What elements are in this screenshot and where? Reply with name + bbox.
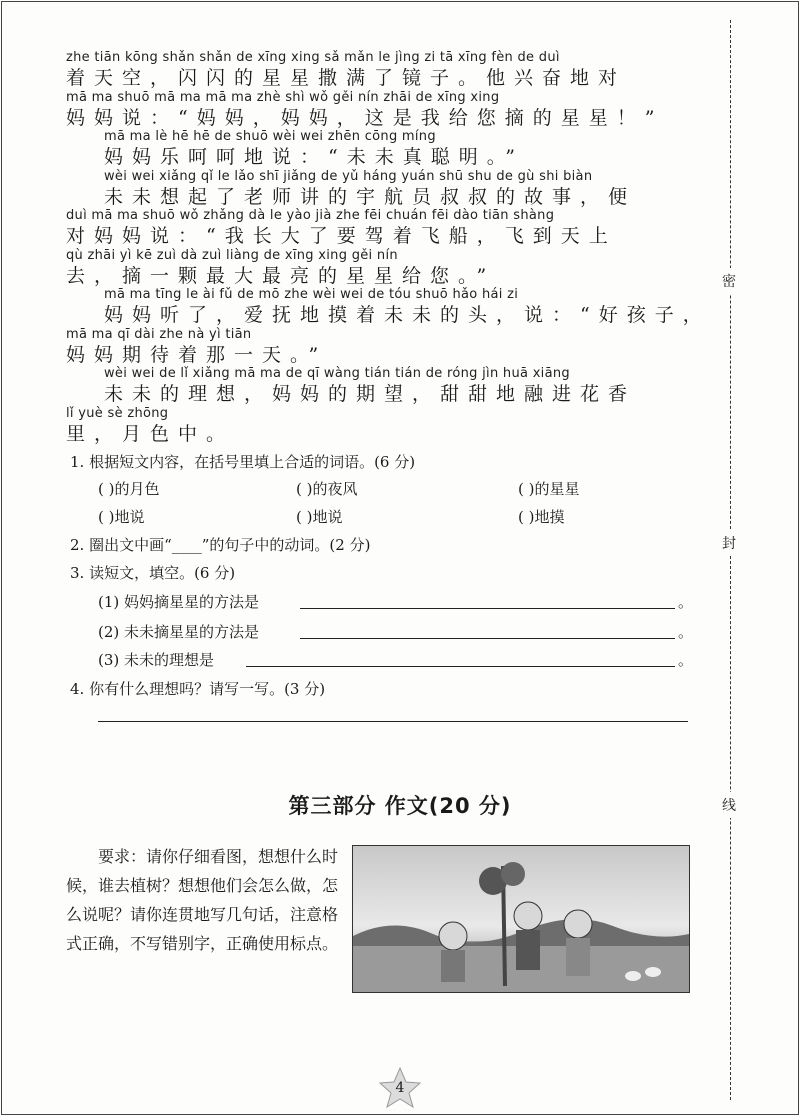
hanzi-line: 妈妈期待着那一天。” — [66, 343, 328, 366]
hanzi-line: 未未的理想，妈妈的期望，甜甜地融进花香 — [104, 383, 637, 405]
hanzi-line: 未未想起了老师讲的宇航员叔叔的故事，便 — [104, 185, 637, 208]
blank-4[interactable]: ( )地说 — [98, 508, 145, 526]
pinyin-line: wèi wei xiǎng qǐ le lǎo shī jiǎng de yǔ háng yuán shū shu de gù shi biàn — [104, 168, 593, 184]
passage-line — [66, 90, 691, 130]
pinyin-line: qù zhāi yì kē zuì dà zuì liàng de xīng xing gěi nín — [66, 247, 398, 263]
pinyin-line: wèi wei de lǐ xiǎng mā ma de qī wàng tián tián de róng jìn huā xiāng — [104, 366, 570, 381]
question-3-item-1: (1) 妈妈摘星星的方法是 — [98, 593, 260, 611]
answer-line-3[interactable] — [246, 666, 675, 667]
period: 。 — [678, 651, 694, 669]
page-number: 4 — [395, 1080, 405, 1096]
hanzi-line: 妈妈听了，爱抚地摸着未未的头，说：“好孩子， — [104, 304, 711, 326]
seal-label: 封 — [722, 530, 736, 556]
writing-requirement: 要求：请你仔细看图，想想什么时候，谁去植树？想想他们会怎么做，怎么说呢？请你连贯地写几句话，注意格式正确，不写错别字，正确使用标点。 — [66, 847, 339, 953]
passage-line — [66, 327, 691, 367]
answer-line-1[interactable] — [300, 608, 675, 609]
hanzi-line: 去，摘一颗最大最亮的星星给您。” — [66, 264, 496, 287]
blank-6[interactable]: ( )地摸 — [518, 508, 565, 526]
pinyin-line: lǐ yuè sè zhōng — [66, 405, 169, 421]
hanzi-line: 妈妈乐呵呵地说：“未未真聪明。” — [104, 146, 524, 168]
tree-planting-illustration — [352, 845, 690, 993]
pinyin-line: mā ma tīng le ài fǔ de mō zhe wèi wei de tóu shuō hǎo hái zi — [104, 287, 519, 302]
blank-2[interactable]: ( )的夜风 — [296, 480, 358, 498]
pinyin-line: duì mā ma shuō wǒ zhǎng dà le yào jià zhe fēi chuán fēi dào tiān shàng — [66, 208, 555, 223]
pinyin-line: zhe tiān kōng shǎn shǎn de xīng xing sǎ mǎn le jìng zi tā xīng fèn de duì — [66, 50, 560, 65]
pinyin-line: mā ma qī dài zhe nà yì tiān — [66, 326, 252, 342]
passage-line — [66, 287, 711, 327]
section-title: 第三部分 作文(20 分) — [288, 794, 512, 818]
hanzi-line: 妈妈说：“妈妈，妈妈，这是我给您摘的星星！” — [66, 106, 664, 129]
question-3: 3. 读短文，填空。(6 分) — [70, 564, 236, 582]
seal-line — [730, 20, 731, 1100]
passage-line — [66, 406, 691, 446]
seal-label: 密 — [722, 268, 736, 294]
question-1: 1. 根据短文内容，在括号里填上合适的词语。(6 分) — [70, 453, 416, 471]
passage-line — [66, 208, 691, 248]
hanzi-line: 着天空，闪闪的星星撒满了镜子。他兴奋地对 — [66, 67, 627, 89]
question-3-item-2: (2) 未未摘星星的方法是 — [98, 623, 260, 641]
blank-3[interactable]: ( )的星星 — [518, 480, 580, 498]
period: 。 — [678, 623, 694, 641]
blank-1[interactable]: ( )的月色 — [98, 480, 160, 498]
hanzi-line: 里，月色中。 — [66, 422, 235, 445]
pinyin-line: mā ma shuō mā ma mā ma zhè shì wǒ gěi nín zhāi de xīng xing — [66, 89, 500, 105]
question-4: 4. 你有什么理想吗？请写一写。(3 分) — [70, 680, 326, 698]
blank-5[interactable]: ( )地说 — [296, 508, 343, 526]
answer-line-4[interactable] — [98, 721, 688, 722]
pinyin-line: mā ma lè hē hē de shuō wèi wei zhēn cōng míng — [104, 129, 436, 144]
hanzi-line: 对妈妈说：“我长大了要驾着飞船，飞到天上 — [66, 225, 617, 247]
passage-line — [66, 129, 691, 169]
passage-line — [66, 50, 691, 90]
passage — [66, 50, 711, 445]
page-number-badge — [378, 1066, 422, 1110]
period: 。 — [678, 593, 694, 611]
question-3-item-3: (3) 未未的理想是 — [98, 651, 215, 669]
passage-line — [66, 366, 691, 406]
answer-line-2[interactable] — [300, 638, 675, 639]
passage-line — [66, 169, 691, 209]
question-2: 2. 圈出文中画“____”的句子中的动词。(2 分) — [70, 536, 371, 554]
seal-label: 线 — [722, 792, 736, 818]
passage-line — [66, 248, 691, 288]
